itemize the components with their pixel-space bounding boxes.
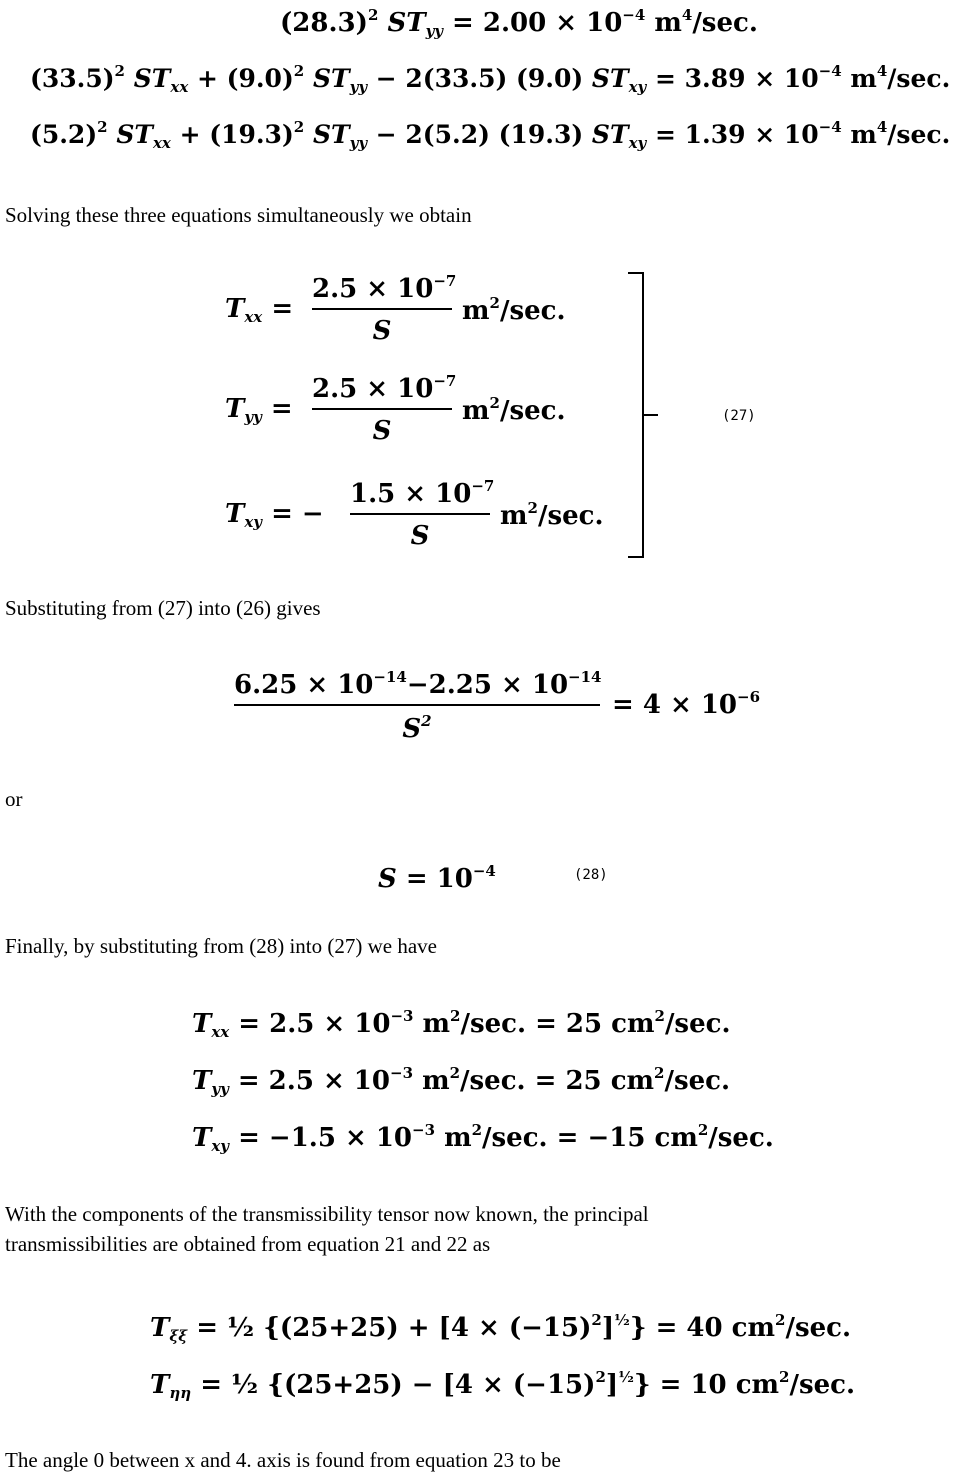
- system27-row1-lhs: $T_{xx}$ =: [225, 294, 294, 326]
- equation-tag-27: (27): [722, 408, 756, 424]
- equation-28: $S = 10^{-4}$: [378, 862, 496, 894]
- equation-top-1: $(28.3)^2$ $ST_{yy} = 2.00 \times 10^{-4}$ $m^4/\sec$.: [280, 6, 758, 40]
- principal-t-xi: $T_{\xi\xi}$ = ½ $\{(25+25) + [4 \times (-15)^2]^{\frac{1}{2}}\} = 40$ $cm^2/\sec$.: [150, 1311, 852, 1345]
- paragraph-with-line1: With the components of the transmissibility tensor now known, the principal: [5, 1202, 649, 1226]
- equation-tag-28: (28): [574, 867, 608, 883]
- result-txy: $T_{xy} = -1.5 \times 10^{-3}$ $m^2/\sec$. = −15 $cm^2/\sec$.: [192, 1121, 774, 1155]
- paragraph-substituting: Substituting from (27) into (26) gives: [5, 596, 321, 620]
- system27-row2-lhs: $T_{yy}$ =: [225, 394, 293, 426]
- equation-26-fraction: $6.25 \times 10^{-14}-2.25 \times 10^{-14}$ $S^2$: [234, 668, 602, 744]
- principal-t-eta: $T_{\eta\eta}$ = ½ $\{(25+25) - [4 \times (-15)^2]^{\frac{1}{2}}\} = 10$ $cm^2/\sec$.: [150, 1368, 856, 1402]
- paragraph-with-line2: transmissibilities are obtained from equation 21 and 22 as: [5, 1232, 491, 1256]
- equation-26-rhs: = $4 \times 10^{-6}$: [612, 688, 761, 720]
- system27-row2-unit: $m^2/\sec$.: [462, 394, 566, 426]
- system27-row3-fraction: $1.5 \times 10^{-7}$ S: [350, 477, 495, 551]
- system27-row3-unit: $m^2/\sec$.: [500, 499, 604, 531]
- system27-row1-unit: $m^2/\sec$.: [462, 294, 566, 326]
- result-txx: $T_{xx} = 2.5 \times 10^{-3}$ $m^2/\sec$. = 25 $cm^2/\sec$.: [192, 1007, 731, 1041]
- system27-row1-fraction: $2.5 \times 10^{-7}$ S: [312, 272, 457, 346]
- paragraph-finally: Finally, by substituting from (28) into (27) we have: [5, 934, 437, 958]
- equation-top-3: $(5.2)^2$ $ST_{xx} + (19.3)^2$ $ST_{yy} - 2(5.2)$ (19.3) $ST_{xy} = 1.39 \times 10^{-4}$ $m^4/\sec$.: [30, 118, 951, 152]
- equation-top-2: $(33.5)^2$ $ST_{xx} + (9.0)^2$ $ST_{yy} - 2(33.5)$ (9.0) $ST_{xy} = 3.89 \times 10^{-4}$ $m^4/\sec$.: [30, 62, 951, 96]
- paragraph-angle: The angle 0 between x and 4. axis is found from equation 23 to be: [5, 1448, 561, 1472]
- paragraph-or: or: [5, 787, 23, 811]
- paragraph-solving: Solving these three equations simultaneously we obtain: [5, 203, 472, 227]
- system27-row3-lhs: $T_{xy}$ = −: [225, 499, 324, 531]
- result-tyy: $T_{yy} = 2.5 \times 10^{-3}$ $m^2/\sec$. = 25 $cm^2/\sec$.: [192, 1064, 731, 1098]
- system27-row2-fraction: $2.5 \times 10^{-7}$ S: [312, 372, 457, 446]
